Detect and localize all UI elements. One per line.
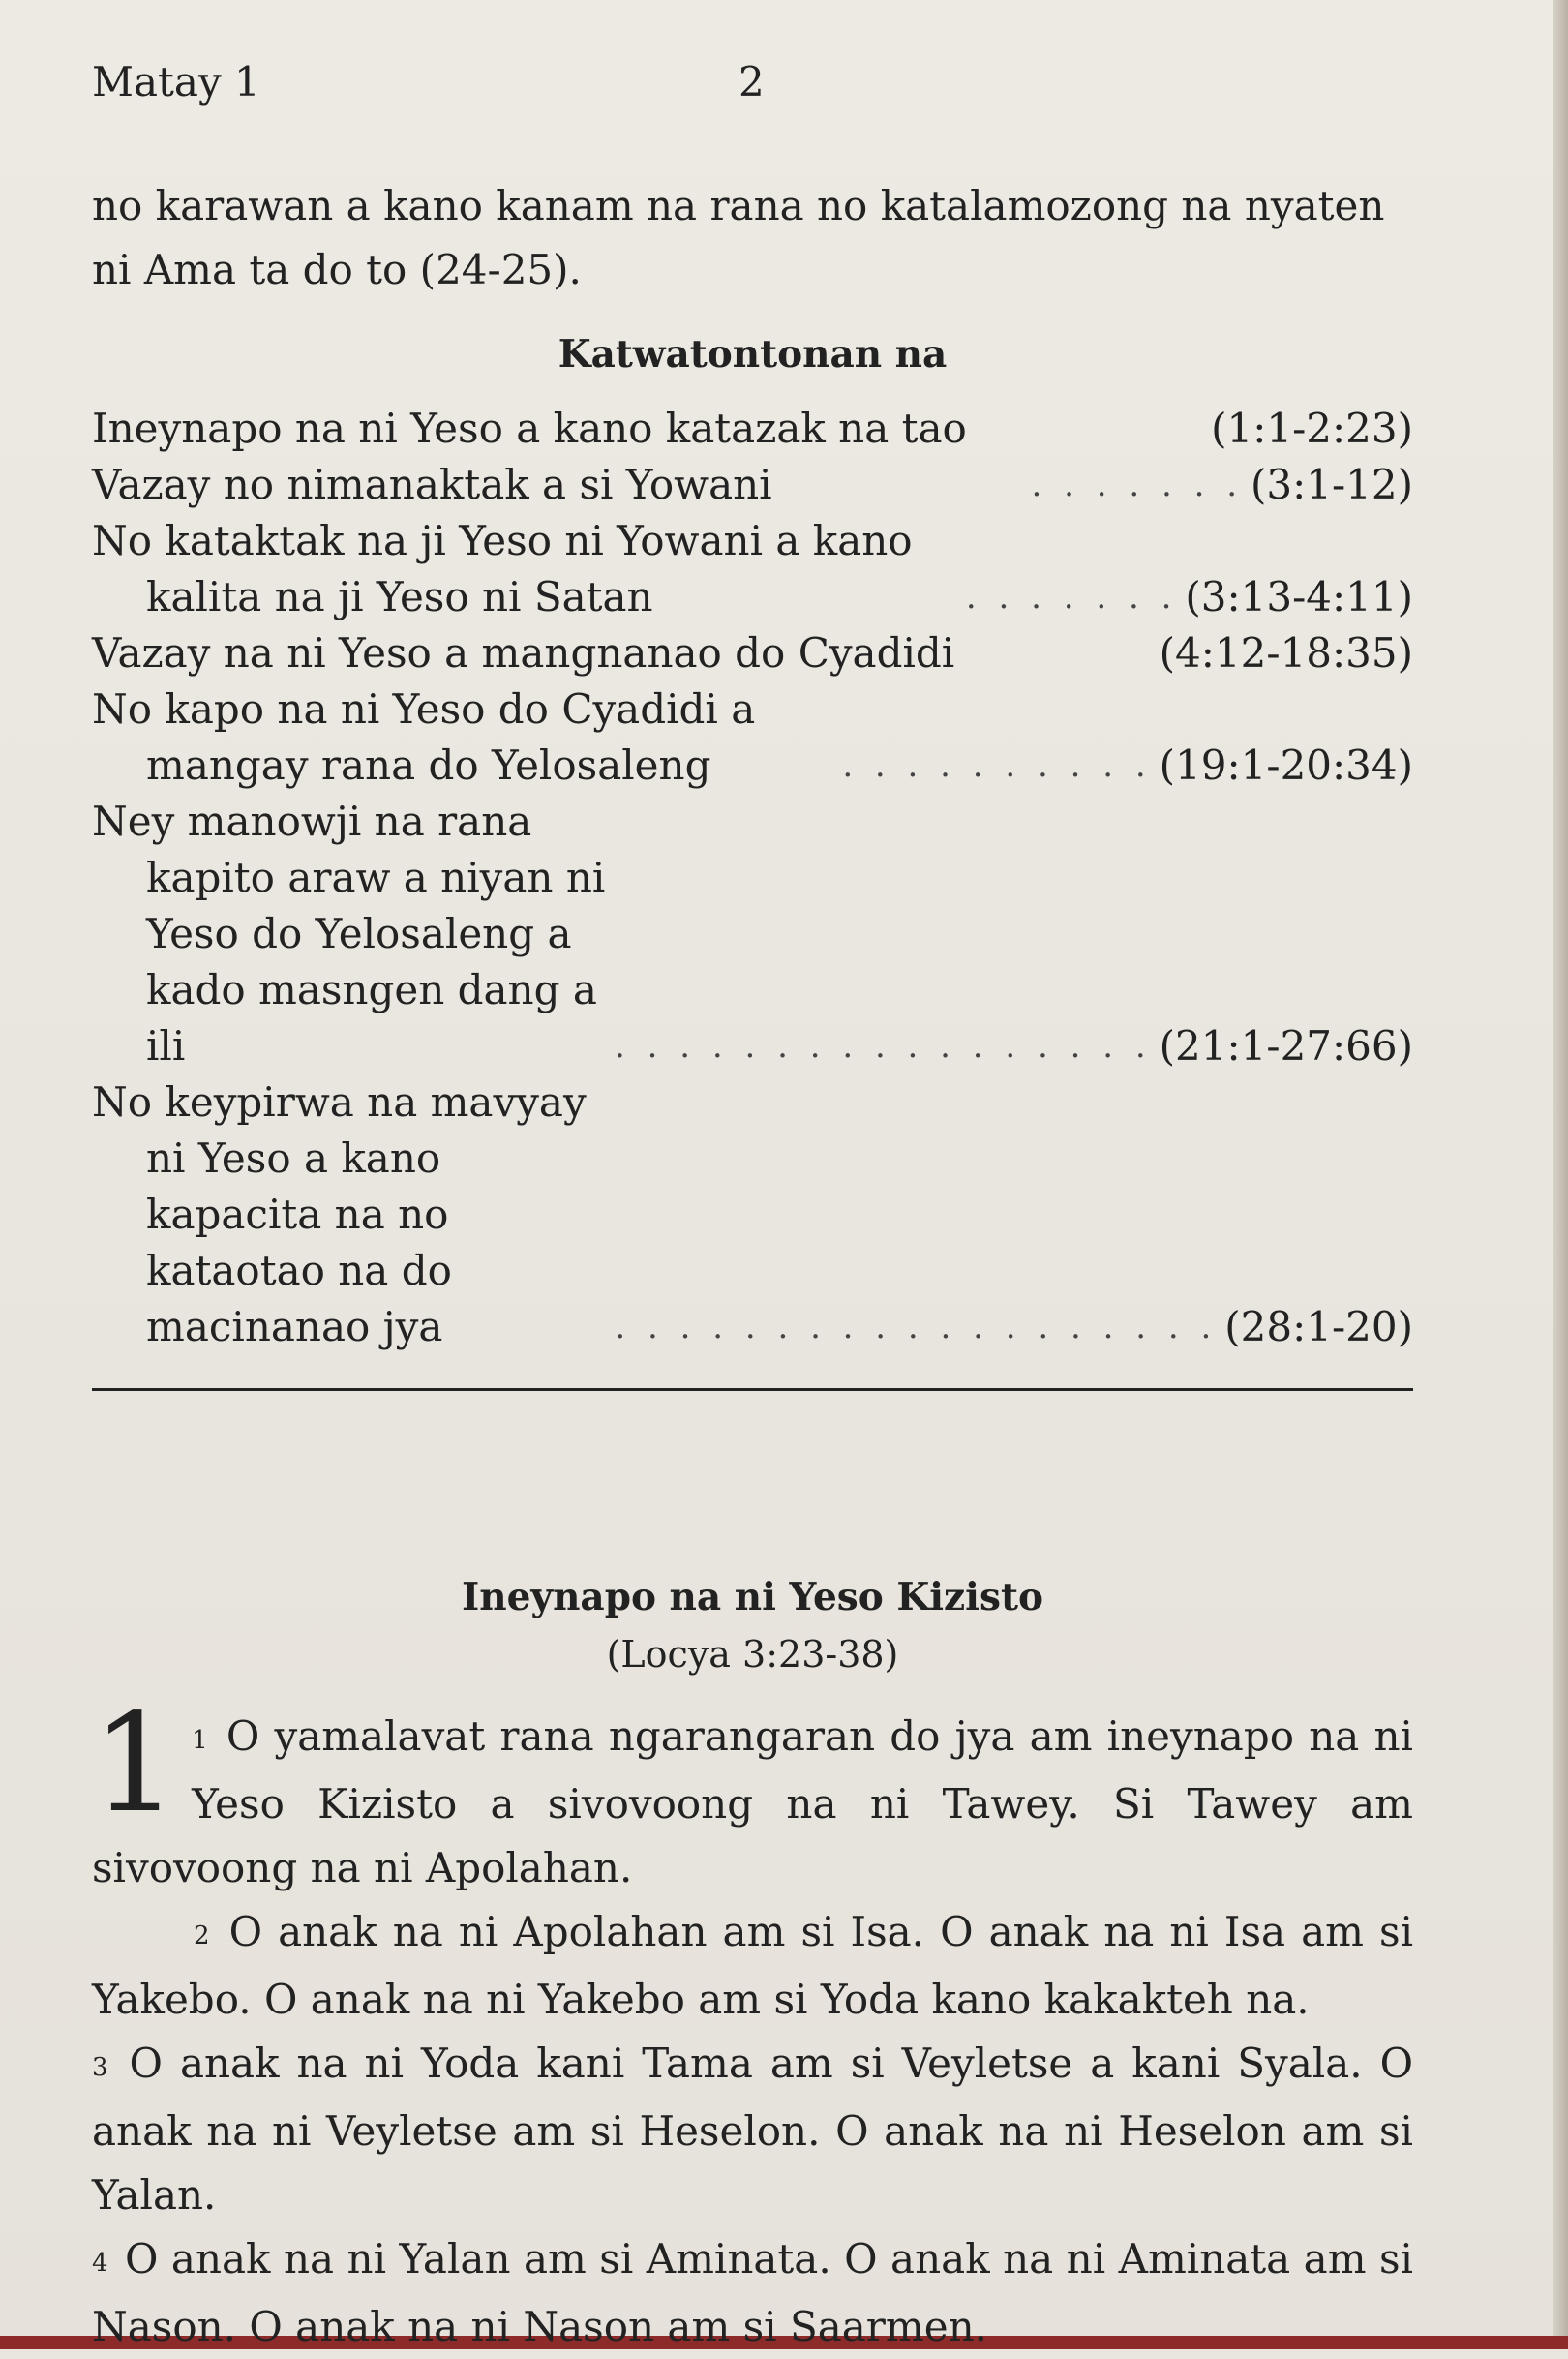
- toc-entry-reference: (1:1-2:23): [1211, 405, 1413, 452]
- toc-entry: [92, 401, 1413, 457]
- toc-entry-reference: (4:12-18:35): [1159, 629, 1413, 677]
- verse: [92, 1900, 1413, 2032]
- chapter-number-dropcap: 1: [92, 1685, 179, 1843]
- verse-text: O anak na ni Apolahan am si Isa. O anak na ni Isa am si Yakebo. O anak na ni Yakebo am si Yoda kano kakakteh na.: [92, 1908, 1413, 2023]
- verse: [92, 2227, 1413, 2359]
- verse: [92, 2032, 1413, 2227]
- toc-entry-text: Ineynapo na ni Yeso a kano katazak na tao: [92, 405, 967, 452]
- toc-entry-reference: (21:1-27:66): [1159, 1022, 1413, 1070]
- toc-entry-text: No kataktak na ji Yeso ni Yowani a kano kalita na ji Yeso ni Satan: [92, 517, 913, 620]
- toc-entry-text: Vazay no nimanaktak a si Yowani: [92, 461, 772, 508]
- toc-entry-reference: (3:1-12): [1251, 461, 1413, 508]
- chapter-heading: Ineynapo na ni Yeso Kizisto: [462, 1575, 1043, 1619]
- toc-entry: [92, 457, 1413, 513]
- page-number: 2: [739, 58, 765, 106]
- table-of-contents: [92, 401, 1413, 1355]
- toc-entry-text: Ney manowji na rana kapito araw a niyan ni Yeso do Yelosaleng a kado masngen dang a ili: [92, 798, 606, 1070]
- verse-number: 3: [92, 2053, 108, 2082]
- toc-entry-reference: (19:1-20:34): [1159, 741, 1413, 789]
- toc-entry: [92, 625, 1413, 681]
- toc-entry: [92, 513, 1413, 625]
- section-divider: [92, 1388, 1413, 1391]
- chapter-text: [92, 1685, 1413, 2359]
- toc-entry-text: Vazay na ni Yeso a mangnanao do Cyadidi: [92, 629, 955, 677]
- running-header: [92, 48, 1510, 106]
- toc-entry: [92, 681, 1413, 794]
- header-book-reference: Matay 1: [92, 58, 260, 106]
- verse: [92, 1685, 1413, 1900]
- toc-entry-reference: (3:13-4:11): [1185, 573, 1413, 620]
- toc-leader-dots: . . . . . . . . . . . . . . . . . . .: [615, 1308, 1218, 1346]
- toc-entry-text: No kapo na ni Yeso do Cyadidi a mangay rana do Yelosaleng: [92, 685, 756, 789]
- verse-text: O anak na ni Yoda kani Tama am si Veyletse a kani Syala. O anak na ni Veyletse am si Heselon. O anak na ni Heselon am si Yalan.: [92, 2040, 1413, 2219]
- toc-entry-text: No keypirwa na mavyay ni Yeso a kano kapacita na no kataotao na do macinanao jya: [92, 1078, 587, 1350]
- chapter-parallel-reference: (Locya 3:23-38): [606, 1633, 899, 1676]
- toc-leader-dots: . . . . . . .: [965, 578, 1178, 617]
- toc-entry: [92, 1074, 1413, 1355]
- verse-number: 2: [194, 1921, 210, 1951]
- page-content: [92, 174, 1413, 2359]
- toc-leader-dots: . . . . . . . . . . . . . . . . .: [615, 1027, 1152, 1066]
- toc-leader-dots: . . . . . . . . . .: [842, 746, 1152, 785]
- verse-number: 4: [92, 2249, 108, 2278]
- verse-text: O yamalavat rana ngarangaran do jya am ineynapo na ni Yeso Kizisto a sivovoong na ni Tawey. Si Tawey am sivovoong na ni Apolahan.: [92, 1712, 1413, 1891]
- toc-leader-dots: . . . . . . .: [1031, 466, 1243, 504]
- toc-entry-reference: (28:1-20): [1224, 1303, 1413, 1350]
- toc-entry: [92, 794, 1413, 1074]
- page-edge-right: [1553, 0, 1568, 2349]
- verse-text: O anak na ni Yalan am si Aminata. O anak na ni Aminata am si Nason. O anak na ni Nason am si Saarmen.: [92, 2235, 1413, 2350]
- intro-paragraph: no karawan a kano kanam na rana no katalamozong na nyaten ni Ama ta do to (24-25).: [92, 182, 1385, 293]
- verse-number: 1: [192, 1726, 208, 1755]
- toc-title: Katwatontonan na: [558, 332, 948, 377]
